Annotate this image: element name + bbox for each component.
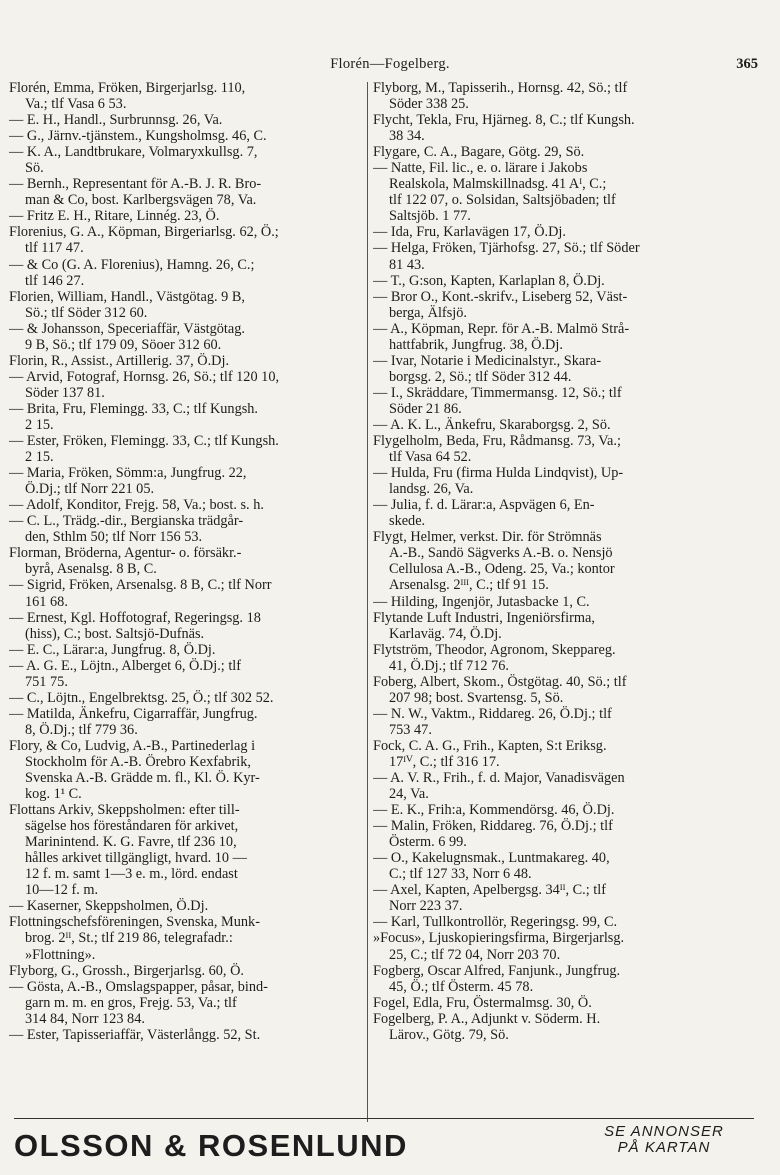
directory-line: — & Co (G. A. Florenius), Hamng. 26, C.; — [9, 256, 255, 273]
directory-line: den, Sthlm 50; tlf Norr 156 53. — [25, 529, 203, 546]
directory-line: — Ida, Fru, Karlavägen 17, Ö.Dj. — [373, 224, 566, 241]
directory-line: A.-B., Sandö Sägverks A.-B. o. Nensjö — [389, 545, 613, 562]
directory-line: 12 f. m. samt 1—3 e. m., lörd. endast — [25, 866, 238, 883]
directory-line: — Ester, Tapisseriaffär, Västerlångg. 52, St. — [9, 1026, 261, 1043]
directory-line: 314 84, Norr 123 84. — [25, 1010, 145, 1027]
ad-tagline — [574, 1124, 754, 1156]
directory-line: Flygare, C. A., Bagare, Götg. 29, Sö. — [373, 144, 585, 161]
directory-line: Florin, R., Assist., Artillerig. 37, Ö.Dj. — [9, 352, 230, 369]
directory-line: — K. A., Landtbrukare, Volmaryxkullsg. 7, — [9, 144, 258, 161]
directory-line: 9 B, Sö.; tlf 179 09, Söoer 312 60. — [25, 336, 222, 353]
directory-line: Flyborg, M., Tapisserih., Hornsg. 42, Sö.; tlf — [373, 80, 628, 96]
directory-line: Söder 137 81. — [25, 384, 105, 401]
directory-line: Marinintend. K. G. Favre, tlf 236 10, — [25, 834, 237, 851]
directory-line: — E. K., Frih:a, Kommendörsg. 46, Ö.Dj. — [373, 802, 615, 819]
directory-line: Florén, Emma, Fröken, Birgerjarlsg. 110, — [9, 80, 246, 96]
directory-line: — E. H., Handl., Surbrunnsg. 26, Va. — [9, 112, 223, 129]
left-column — [9, 80, 367, 1043]
directory-line: Flory, & Co, Ludvig, A.-B., Partinederlag i — [9, 737, 256, 754]
ad-company-name: OLSSON & ROSENLUND — [14, 1128, 408, 1163]
directory-line: 38 34. — [389, 128, 425, 145]
ad-tagline-line-2: PÅ KARTAN — [617, 1139, 711, 1156]
directory-line: — & Johansson, Speceriaffär, Västgötag. — [9, 320, 245, 337]
directory-line: landsg. 26, Va. — [389, 481, 474, 498]
directory-line: 161 68. — [25, 593, 68, 610]
directory-line: — A. V. R., Frih., f. d. Major, Vanadisvägen — [373, 770, 625, 787]
directory-line: Foberg, Albert, Skom., Östgötag. 40, Sö.; tlf — [373, 673, 627, 690]
ad-top-rule — [14, 1118, 754, 1119]
directory-line: sägelse hos föreståndaren för arkivet, — [25, 818, 239, 835]
directory-line: Fogberg, Oscar Alfred, Fanjunk., Jungfrug. — [373, 962, 621, 979]
directory-line: garn m. m. en gros, Frejg. 53, Va.; tlf — [25, 994, 237, 1011]
directory-line: 24, Va. — [389, 786, 429, 803]
directory-line: Flygt, Helmer, verkst. Dir. för Strömnäs — [373, 529, 602, 546]
directory-line: Norr 223 37. — [389, 898, 463, 915]
directory-line: Arsenalsg. 2ᴵᴵᴵ, C.; tlf 91 15. — [389, 577, 549, 594]
directory-line: — A. K. L., Änkefru, Skaraborgsg. 2, Sö. — [373, 416, 611, 433]
directory-line: berga, Älfsjö. — [389, 304, 467, 321]
directory-line: — Hilding, Ingenjör, Jutasbacke 1, C. — [373, 593, 590, 610]
directory-line: Florien, William, Handl., Västgötag. 9 B, — [9, 288, 245, 305]
directory-line: hattfabrik, Jungfrug. 38, Ö.Dj. — [389, 336, 563, 353]
directory-line: 10—12 f. m. — [25, 882, 99, 899]
directory-line: man & Co, bost. Karlbergsvägen 78, Va. — [25, 192, 257, 209]
directory-line: Flygelholm, Beda, Fru, Rådmansg. 73, Va.; — [373, 433, 621, 450]
directory-line: — C. L., Trädg.-dir., Bergianska trädgår- — [9, 513, 244, 530]
directory-line: Lärov., Götg. 79, Sö. — [389, 1026, 509, 1043]
directory-line: — Julia, f. d. Lärar:a, Aspvägen 6, En- — [373, 497, 595, 514]
directory-line: — I., Skräddare, Timmermansg. 12, Sö.; tlf — [373, 384, 622, 401]
directory-line: — Ester, Fröken, Flemingg. 33, C.; tlf Kungsh. — [9, 433, 279, 450]
directory-line: — Malin, Fröken, Riddareg. 76, Ö.Dj.; tlf — [373, 818, 613, 835]
directory-line: Fogelberg, P. A., Adjunkt v. Söderm. H. — [373, 1010, 601, 1027]
directory-line: Söder 21 86. — [389, 400, 462, 417]
directory-line: — Arvid, Fotograf, Hornsg. 26, Sö.; tlf 120 10, — [9, 368, 280, 385]
directory-line: — A. G. E., Löjtn., Alberget 6, Ö.Dj.; tlf — [9, 657, 242, 674]
directory-line: Stockholm för A.-B. Örebro Kexfabrik, — [25, 753, 251, 770]
directory-line: tlf 146 27. — [25, 272, 85, 289]
directory-line: — N. W., Vaktm., Riddareg. 26, Ö.Dj.; tlf — [373, 705, 612, 722]
directory-line: byrå, Asenalsg. 8 B, C. — [25, 561, 157, 578]
page-header — [0, 56, 780, 76]
directory-line: — Adolf, Konditor, Frejg. 58, Va.; bost. s. h. — [9, 497, 264, 514]
directory-line: Fogel, Edla, Fru, Östermalmsg. 30, Ö. — [373, 994, 592, 1011]
directory-line: Flottningschefsföreningen, Svenska, Munk- — [9, 914, 260, 931]
directory-line: — Brita, Fru, Flemingg. 33, C.; tlf Kungsh. — [9, 400, 259, 417]
directory-line: Svenska A.-B. Grädde m. fl., Kl. Ö. Kyr- — [25, 770, 260, 787]
directory-line: kog. 1¹ C. — [25, 786, 82, 803]
directory-line: Österm. 6 99. — [389, 834, 467, 851]
directory-line: — Helga, Fröken, Tjärhofsg. 27, Sö.; tlf Söder — [373, 240, 640, 257]
directory-line: Cellulosa A.-B., Odeng. 25, Va.; kontor — [389, 561, 615, 578]
directory-line: C.; tlf 127 33, Norr 6 48. — [389, 866, 532, 883]
directory-line: — A., Köpman, Repr. för A.-B. Malmö Strå- — [373, 320, 630, 337]
directory-line: brog. 2ᴵᴵ, St.; tlf 219 86, telegrafadr.: — [25, 930, 233, 947]
directory-line: 2 15. — [25, 416, 54, 433]
directory-line: 81 43. — [389, 256, 425, 273]
page-number: 365 — [736, 56, 758, 72]
directory-line: — Ivar, Notarie i Medicinalstyr., Skara- — [373, 352, 602, 369]
directory-line: Florman, Bröderna, Agentur- o. försäkr.- — [9, 545, 242, 562]
directory-line: 8, Ö.Dj.; tlf 779 36. — [25, 721, 138, 738]
directory-line: 751 75. — [25, 673, 68, 690]
directory-line: Florenius, G. A., Köpman, Birgeriarlsg. 62, Ö.; — [9, 224, 279, 241]
directory-line: — Sigrid, Fröken, Arsenalsg. 8 B, C.; tlf Norr — [9, 577, 272, 594]
directory-line: — Axel, Kapten, Apelbergsg. 34ᴵᴵ, C.; tlf — [373, 882, 606, 899]
directory-line: — Maria, Fröken, Sömm:a, Jungfrug. 22, — [9, 465, 247, 482]
directory-line: tlf Vasa 64 52. — [389, 449, 472, 466]
directory-line: Ö.Dj.; tlf Norr 221 05. — [25, 481, 155, 498]
directory-line: — Ernest, Kgl. Hoffotograf, Regeringsg. 18 — [9, 609, 261, 626]
directory-line: 17ᴵⱽ, C.; tlf 316 17. — [389, 753, 500, 770]
column-divider — [367, 82, 368, 1122]
right-column — [373, 80, 729, 1043]
running-head: Florén—Fogelberg. — [330, 56, 450, 72]
directory-line: — Bror O., Kont.-skrifv., Liseberg 52, Väst- — [373, 288, 628, 305]
directory-line: Flottans Arkiv, Skeppsholmen: efter till- — [9, 802, 240, 819]
directory-line: Saltsjöb. 1 77. — [389, 208, 471, 225]
directory-line: — Kaserner, Skeppsholmen, Ö.Dj. — [9, 898, 209, 915]
directory-line: borgsg. 2, Sö.; tlf Söder 312 44. — [389, 368, 572, 385]
directory-line: — G., Järnv.-tjänstem., Kungsholmsg. 46, C. — [9, 128, 267, 145]
directory-line: »Focus», Ljuskopieringsfirma, Birgerjarlsg. — [373, 930, 625, 947]
directory-line: 753 47. — [389, 721, 432, 738]
directory-line: 45, Ö.; tlf Österm. 45 78. — [389, 978, 534, 995]
ad-tagline-line-1: SE ANNONSER — [604, 1123, 724, 1140]
directory-line: Karlaväg. 74, Ö.Dj. — [389, 625, 502, 642]
directory-line: Sö.; tlf Söder 312 60. — [25, 304, 148, 321]
directory-line: 41, Ö.Dj.; tlf 712 76. — [389, 657, 509, 674]
directory-line: Flycht, Tekla, Fru, Hjärneg. 8, C.; tlf Kungsh. — [373, 112, 635, 129]
directory-line: — Matilda, Änkefru, Cigarraffär, Jungfrug. — [9, 705, 258, 722]
directory-line: — E. C., Lärar:a, Jungfrug. 8, Ö.Dj. — [9, 641, 216, 658]
directory-line: (hiss), C.; bost. Saltsjö-Dufnäs. — [25, 625, 205, 642]
directory-line: Flytström, Theodor, Agronom, Skeppareg. — [373, 641, 616, 658]
directory-line: 25, C.; tlf 72 04, Norr 203 70. — [389, 946, 561, 963]
directory-line: — Fritz E. H., Ritare, Linnég. 23, Ö. — [9, 208, 220, 225]
directory-line: — Hulda, Fru (firma Hulda Lindqvist), Up- — [373, 465, 624, 482]
directory-line: skede. — [389, 513, 426, 530]
directory-line: Realskola, Malmskillnadsg. 41 Aᴵ, C.; — [389, 176, 607, 193]
directory-line: »Flottning». — [25, 946, 96, 963]
directory-line: Flyborg, G., Grossh., Birgerjarlsg. 60, Ö. — [9, 962, 244, 979]
directory-line: tlf 122 07, o. Solsidan, Saltsjöbaden; tlf — [389, 192, 616, 209]
directory-line: — O., Kakelugnsmak., Luntmakareg. 40, — [373, 850, 610, 867]
directory-line: — Bernh., Representant för A.-B. J. R. Bro- — [9, 176, 262, 193]
directory-line: 207 98; bost. Svartensg. 5, Sö. — [389, 689, 564, 706]
advertisement-banner — [14, 1118, 754, 1166]
directory-line: 2 15. — [25, 449, 54, 466]
directory-line: hålles arkivet tillgängligt, hvard. 10 — — [25, 850, 247, 867]
directory-line: — Gösta, A.-B., Omslagspapper, påsar, bind- — [9, 978, 268, 995]
directory-line: — T., G:son, Kapten, Karlaplan 8, Ö.Dj. — [373, 272, 605, 289]
directory-line: Flytande Luft Industri, Ingeniörsfirma, — [373, 609, 595, 626]
directory-line: Söder 338 25. — [389, 96, 469, 113]
directory-line: Sö. — [25, 160, 44, 177]
directory-line: — Natte, Fil. lic., e. o. lärare i Jakobs — [373, 160, 588, 177]
directory-line: Va.; tlf Vasa 6 53. — [25, 96, 127, 113]
directory-line: — Karl, Tullkontrollör, Regeringsg. 99, C. — [373, 914, 618, 931]
directory-line: — C., Löjtn., Engelbrektsg. 25, Ö.; tlf 302 52. — [9, 689, 274, 706]
directory-line: Fock, C. A. G., Frih., Kapten, S:t Eriksg. — [373, 737, 607, 754]
directory-line: tlf 117 47. — [25, 240, 84, 257]
